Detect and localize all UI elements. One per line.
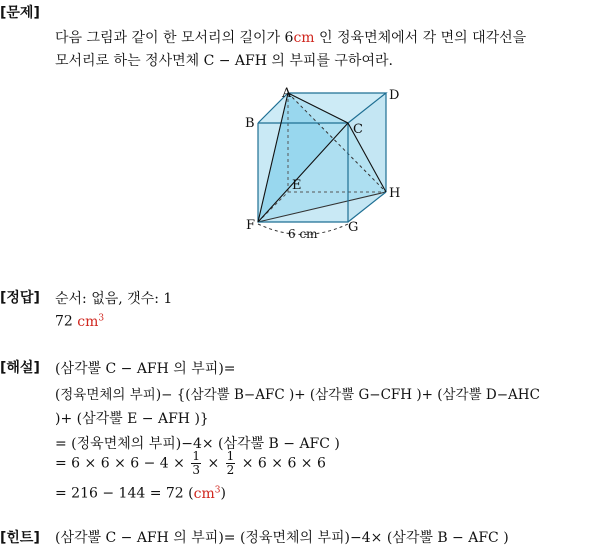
label-f: F — [246, 218, 256, 233]
expl-l6-a: = 216 − 144 = 72 ( — [55, 485, 194, 502]
answer-line-1: 순서: 없음, 갯수: 1 — [55, 291, 173, 307]
explanation-line-6 — [55, 485, 226, 502]
label-g: G — [348, 220, 359, 235]
label-h: H — [389, 186, 401, 201]
explanation-line-2: (정육면체의 부피)− {(삼각뿔 B−AFC )+ (삼각뿔 G−CFH )+ (삼각뿔 D−AHC — [55, 387, 540, 403]
problem-text-a: 다음 그림과 같이 한 모서리의 길이가 6 — [55, 30, 294, 46]
expl-l6-unit: $cm^3$ — [193, 485, 221, 502]
problem-unit: cm — [293, 30, 315, 46]
problem-tag: [문제] — [0, 5, 40, 21]
answer-value: 72 — [55, 313, 73, 330]
expl-l5-b: × 6 × 6 × 6 — [241, 455, 326, 472]
explanation-line-3: )+ (삼각뿔 E − AFH )} — [55, 411, 209, 427]
answer-tag: [정답] — [0, 290, 40, 306]
hint-line: (삼각뿔 C − AFH 의 부피)= (정육면체의 부피)−4× (삼각뿔 B − AFC ) — [55, 530, 509, 546]
fraction-one-half: $\frac{1}{2}$ — [226, 449, 235, 477]
explanation-tag: [해설] — [0, 360, 40, 376]
problem-text-b: 인 정육면체에서 각 면의 대각선을 — [319, 30, 527, 46]
problem-line-2: 모서리로 하는 정사면체 C − AFH 의 부피를 구하여라. — [55, 53, 393, 69]
label-d: D — [389, 88, 400, 103]
label-b: B — [245, 116, 255, 131]
expl-l5-a: = 6 × 6 × 6 − 4 × — [55, 455, 185, 472]
expl-times: × — [207, 455, 220, 472]
label-c: C — [353, 122, 363, 137]
answer-line-2 — [55, 313, 104, 330]
explanation-line-5 — [55, 450, 326, 477]
expl-l6-b: ) — [220, 485, 226, 502]
answer-unit: $cm^3$ — [77, 313, 105, 330]
cube-figure — [0, 0, 589, 250]
explanation-line-1: (삼각뿔 C − AFH 의 부피)= — [55, 361, 236, 377]
label-edge-length: 6 cm — [288, 227, 318, 241]
label-a: A — [282, 86, 292, 101]
label-e: E — [292, 178, 302, 193]
fraction-one-third: $\frac{1}{3}$ — [192, 449, 200, 477]
explanation-line-4: = (정육면체의 부피)−4× (삼각뿔 B − AFC ) — [55, 436, 340, 452]
hint-tag: [힌트] — [0, 530, 40, 546]
